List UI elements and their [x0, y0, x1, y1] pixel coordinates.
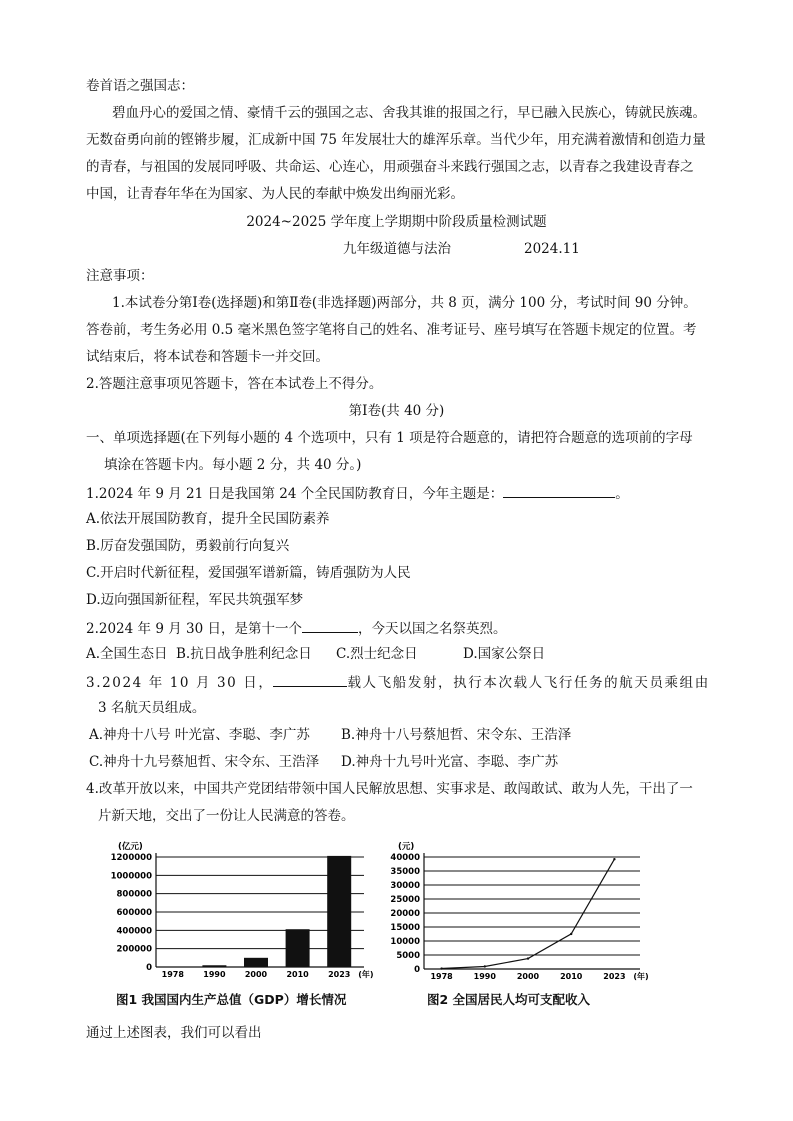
question-3-option-d: D.神舟十九号叶光富、李聪、李广苏 — [341, 754, 559, 770]
question-1-option-a: A.依法开展国防教育，提升全民国防素养 — [86, 511, 330, 527]
question-1-option-c: C.开启时代新征程，爱国强军谱新篇，铸盾强防为人民 — [86, 565, 411, 581]
question-2-stem — [86, 618, 506, 638]
question-4-stem: 4.改革开放以来，中国共产党团结带领中国人民解放思想、实事求是、敢闯敢试、敢为人先，干出了一 — [86, 781, 693, 797]
answer-blank — [503, 483, 615, 498]
question-1-option-b: B.厉奋发强国防，勇毅前行向复兴 — [86, 538, 290, 554]
question-4-followup: 通过上述图表，我们可以看出 — [86, 1025, 262, 1041]
x-tick-label: 2023 — [328, 970, 351, 979]
preface-line: 的青春，与祖国的发展同呼吸、共命运、心连心，用顽强奋斗来践行强国之志，以青春之我建设青春之 — [86, 159, 694, 175]
question-1-end: 。 — [615, 486, 629, 502]
question-1-stem — [86, 483, 629, 503]
x-tick-label: 2000 — [516, 972, 540, 981]
y-tick-label: 1000000 — [110, 871, 152, 882]
y-tick-label: 800000 — [116, 889, 152, 900]
exam-title: 2024~2025 学年度上学期期中阶段质量检测试题 — [246, 214, 547, 230]
y-tick-label: 200000 — [116, 944, 152, 955]
question-1-text: 1.2024 年 9 月 21 日是我国第 24 个全民国防教育日，今年主题是： — [86, 486, 504, 502]
notes-line: 1.本试卷分第Ⅰ卷(选择题)和第Ⅱ卷(非选择题)两部分，共 8 页，满分 100 分，考试时间 90 分钟。 — [112, 295, 697, 311]
question-2-option-b: B.抗日战争胜利纪念日 — [176, 646, 312, 662]
y-tick-label: 0 — [414, 965, 420, 975]
gdp-bar-chart — [100, 838, 390, 986]
y-tick-label: 15000 — [390, 923, 420, 933]
income-line-chart — [384, 838, 654, 986]
data-point — [613, 858, 615, 860]
bar — [202, 965, 226, 967]
chart-2-caption: 图2 全国居民人均可支配收入 — [427, 992, 591, 1007]
y-tick-label: 35000 — [390, 867, 420, 877]
x-tick-label: 2010 — [286, 970, 309, 979]
part1-instruction: 一、单项选择题(在下列每小题的 4 个选项中，只有 1 项是符合题意的，请把符合题意的选项前的字母 — [86, 430, 693, 446]
x-tick-label: 1990 — [473, 972, 496, 981]
x-tick-label: 2023 — [603, 972, 626, 981]
part1-heading: 第Ⅰ卷(共 40 分) — [348, 403, 445, 419]
data-point — [570, 933, 572, 935]
data-point — [527, 957, 529, 959]
preface-line: 中国，让青春年华在为国家、为人民的奉献中焕发出绚丽光彩。 — [86, 186, 464, 202]
part1-instruction: 填涂在答题卡内。每小题 2 分，共 40 分。) — [104, 457, 362, 473]
y-tick-label: 400000 — [116, 926, 152, 937]
y-unit-label: (亿元) — [118, 842, 143, 852]
question-3-text: 3.2024 年 10 月 30 日， — [86, 675, 274, 691]
x-unit-label: (年) — [633, 972, 649, 981]
chart-1-caption: 图1 我国国内生产总值（GDP）增长情况 — [116, 992, 347, 1007]
y-tick-label: 25000 — [390, 895, 420, 905]
question-3-stem — [86, 672, 710, 692]
y-tick-label: 20000 — [390, 909, 420, 919]
preface-line: 碧血丹心的爱国之情、豪情千云的强国之志、舍我其谁的报国之行，早已融入民族心，铸就民族魂。 — [112, 105, 706, 121]
series-line — [442, 859, 615, 968]
x-tick-label: 1990 — [203, 970, 226, 979]
bar — [286, 929, 310, 967]
exam-subject: 九年级道德与法治 — [343, 241, 451, 257]
question-3-option-a: A.神舟十八号 叶光富、李聪、李广苏 — [89, 727, 310, 743]
answer-blank — [273, 672, 347, 687]
question-2-text: 2.2024 年 9 月 30 日，是第十一个 — [86, 621, 302, 637]
y-unit-label: (元) — [398, 842, 415, 852]
bar — [244, 958, 268, 967]
y-tick-label: 0 — [146, 963, 152, 973]
data-point — [484, 965, 486, 967]
question-3-option-c: C.神舟十九号蔡旭哲、宋令东、王浩泽 — [89, 754, 320, 770]
x-tick-label: 1978 — [430, 972, 453, 981]
question-4-stem-cont: 片新天地，交出了一份让人民满意的答卷。 — [98, 808, 355, 824]
notes-line: 答卷前，考生务必用 0.5 毫米黑色签字笔将自己的姓名、准考证号、座号填写在答题卡规定的位置。考 — [86, 322, 697, 338]
question-2-option-a: A.全国生态日 — [86, 646, 168, 662]
notes-line: 试结束后，将本试卷和答题卡一并交回。 — [86, 349, 329, 365]
notes-line: 2.答题注意事项见答题卡，答在本试卷上不得分。 — [86, 376, 383, 392]
question-3-option-b: B.神舟十八号蔡旭哲、宋令东、王浩泽 — [341, 727, 572, 743]
answer-blank — [302, 618, 358, 633]
y-tick-label: 1200000 — [110, 853, 152, 863]
y-tick-label: 5000 — [396, 951, 420, 961]
question-3-text: 载人飞船发射，执行本次载人飞行任务的航天员乘组由 — [347, 675, 710, 691]
y-tick-label: 600000 — [116, 908, 152, 918]
bar — [327, 856, 351, 967]
question-2-text: ，今天以国之名祭英烈。 — [357, 621, 507, 637]
preface-title: 卷首语之强国志： — [86, 78, 194, 94]
question-1-option-d: D.迈向强国新征程，军民共筑强军梦 — [86, 592, 304, 608]
x-unit-label: (年) — [358, 970, 374, 979]
exam-date: 2024.11 — [524, 241, 580, 257]
y-tick-label: 10000 — [390, 937, 420, 947]
x-tick-label: 2010 — [560, 972, 583, 981]
question-2-option-c: C.烈士纪念日 — [336, 646, 418, 662]
data-point — [440, 967, 442, 969]
question-2-option-d: D.国家公祭日 — [463, 646, 546, 662]
x-tick-label: 1978 — [161, 970, 184, 979]
y-tick-label: 30000 — [390, 881, 420, 891]
preface-line: 无数奋勇向前的铿锵步履，汇成新中国 75 年发展壮大的雄浑乐章。当代少年，用充满着激情和创造力量 — [86, 132, 706, 148]
x-tick-label: 2000 — [244, 970, 268, 979]
notes-heading: 注意事项： — [86, 268, 154, 284]
y-tick-label: 40000 — [390, 853, 420, 863]
question-3-stem-cont: 3 名航天员组成。 — [98, 700, 206, 716]
